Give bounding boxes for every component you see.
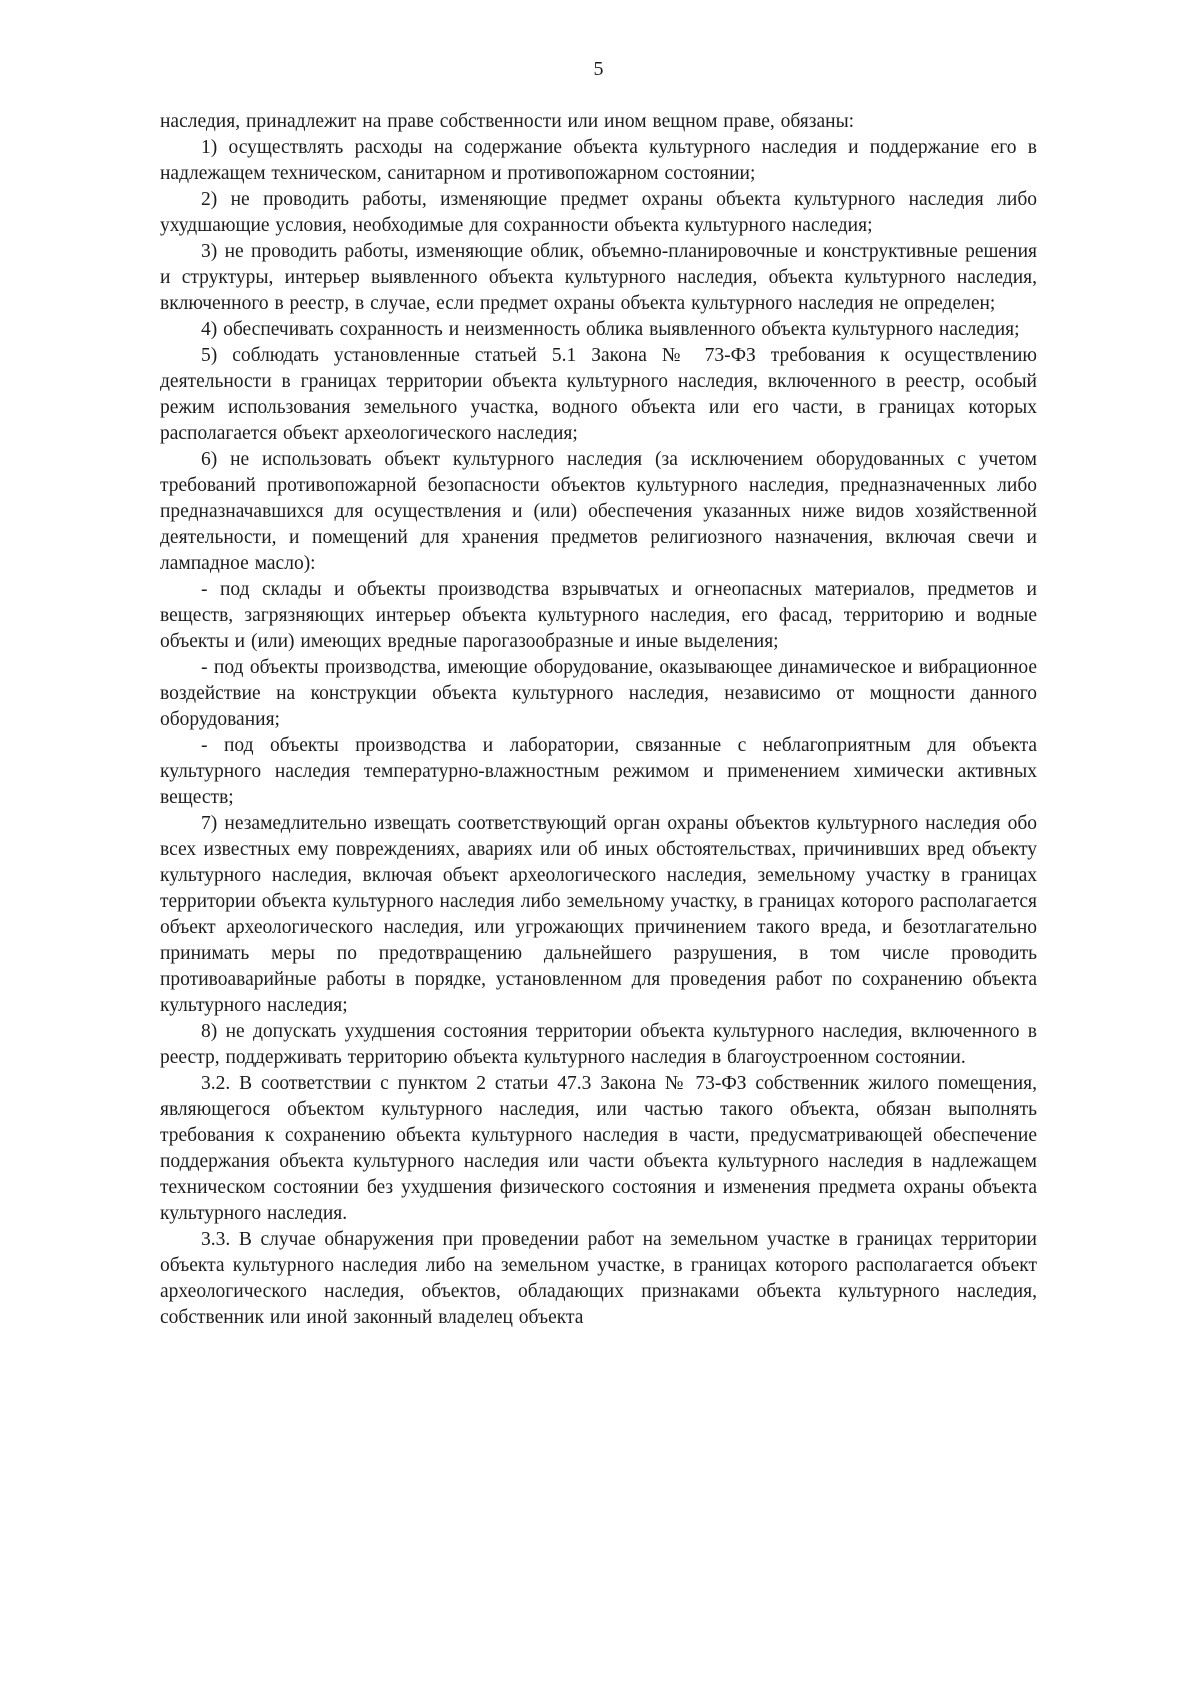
paragraph: 3.3. В случае обнаружения при проведении работ на земельном участке в границах территории объекта культурного наследия либо на земельном участке, в границах которого располагается объект археологического наследия, объектов, обладающих признаками объекта культурного наследия, собственник или иной законный владелец объекта — [160, 1229, 1037, 1328]
paragraph: наследия, принадлежит на праве собственности или ином вещном праве, обязаны: — [160, 111, 855, 132]
paragraph: 4) обеспечивать сохранность и неизменность облика выявленного объекта культурного наследия; — [201, 319, 1020, 340]
paragraph: 7) незамедлительно извещать соответствующий орган охраны объектов культурного наследия обо всех известных ему повреждениях, авариях или об иных обстоятельствах, причинивших вред объекту культурного наследия, включая объект археологического наследия, земельному участку в границах территории объекта культурного наследия либо земельному участку, в границах которого располагается объект археологического наследия, или угрожающих причинением такого вреда, и безотлагательно принимать меры по предотвращению дальнейшего разрушения, в том числе проводить противоаварийные работы в порядке, установленном для проведения работ по сохранению объекта культурного наследия; — [160, 813, 1037, 1016]
page-number: 5 — [593, 58, 604, 80]
paragraph: 6) не использовать объект культурного наследия (за исключением оборудованных с учетом требований противопожарной безопасности объектов культурного наследия, предназначенных либо предназначавшихся для осуществления и (или) обеспечения указанных ниже видов хозяйственной деятельности, и помещений для хранения предметов религиозного назначения, включая свечи и лампадное масло): — [160, 449, 1037, 574]
document-body — [160, 109, 1037, 1331]
paragraph: - под объекты производства и лаборатории, связанные с неблагоприятным для объекта культурного наследия температурно-влажностным режимом и применением химически активных веществ; — [160, 735, 1037, 808]
paragraph: - под склады и объекты производства взрывчатых и огнеопасных материалов, предметов и веществ, загрязняющих интерьер объекта культурного наследия, его фасад, территорию и водные объекты и (или) имеющих вредные парогазообразные и иные выделения; — [160, 579, 1037, 652]
paragraph: 8) не допускать ухудшения состояния территории объекта культурного наследия, включенного в реестр, поддерживать территорию объекта культурного наследия в благоустроенном состоянии. — [160, 1021, 1037, 1068]
paragraph: 5) соблюдать установленные статьей 5.1 Закона № 73-ФЗ требования к осуществлению деятельности в границах территории объекта культурного наследия, включенного в реестр, особый режим использования земельного участка, водного объекта или его части, в границах которых располагается объект археологического наследия; — [160, 345, 1037, 444]
paragraph: 3.2. В соответствии с пунктом 2 статьи 47.3 Закона № 73-ФЗ собственник жилого помещения, являющегося объектом культурного наследия, или частью такого объекта, обязан выполнять требования к сохранению объекта культурного наследия в части, предусматривающей обеспечение поддержания объекта культурного наследия или части объекта культурного наследия в надлежащем техническом состоянии без ухудшения физического состояния и изменения предмета охраны объекта культурного наследия. — [160, 1073, 1037, 1224]
paragraph: 1) осуществлять расходы на содержание объекта культурного наследия и поддержание его в надлежащем техническом, санитарном и противопожарном состоянии; — [160, 137, 1037, 184]
paragraph: 2) не проводить работы, изменяющие предмет охраны объекта культурного наследия либо ухудшающие условия, необходимые для сохранности объекта культурного наследия; — [160, 189, 1037, 236]
paragraph: - под объекты производства, имеющие оборудование, оказывающее динамическое и вибрационное воздействие на конструкции объекта культурного наследия, независимо от мощности данного оборудования; — [160, 657, 1037, 730]
paragraph: 3) не проводить работы, изменяющие облик, объемно-планировочные и конструктивные решения и структуры, интерьер выявленного объекта культурного наследия, объекта культурного наследия, включенного в реестр, в случае, если предмет охраны объекта культурного наследия не определен; — [160, 241, 1037, 314]
